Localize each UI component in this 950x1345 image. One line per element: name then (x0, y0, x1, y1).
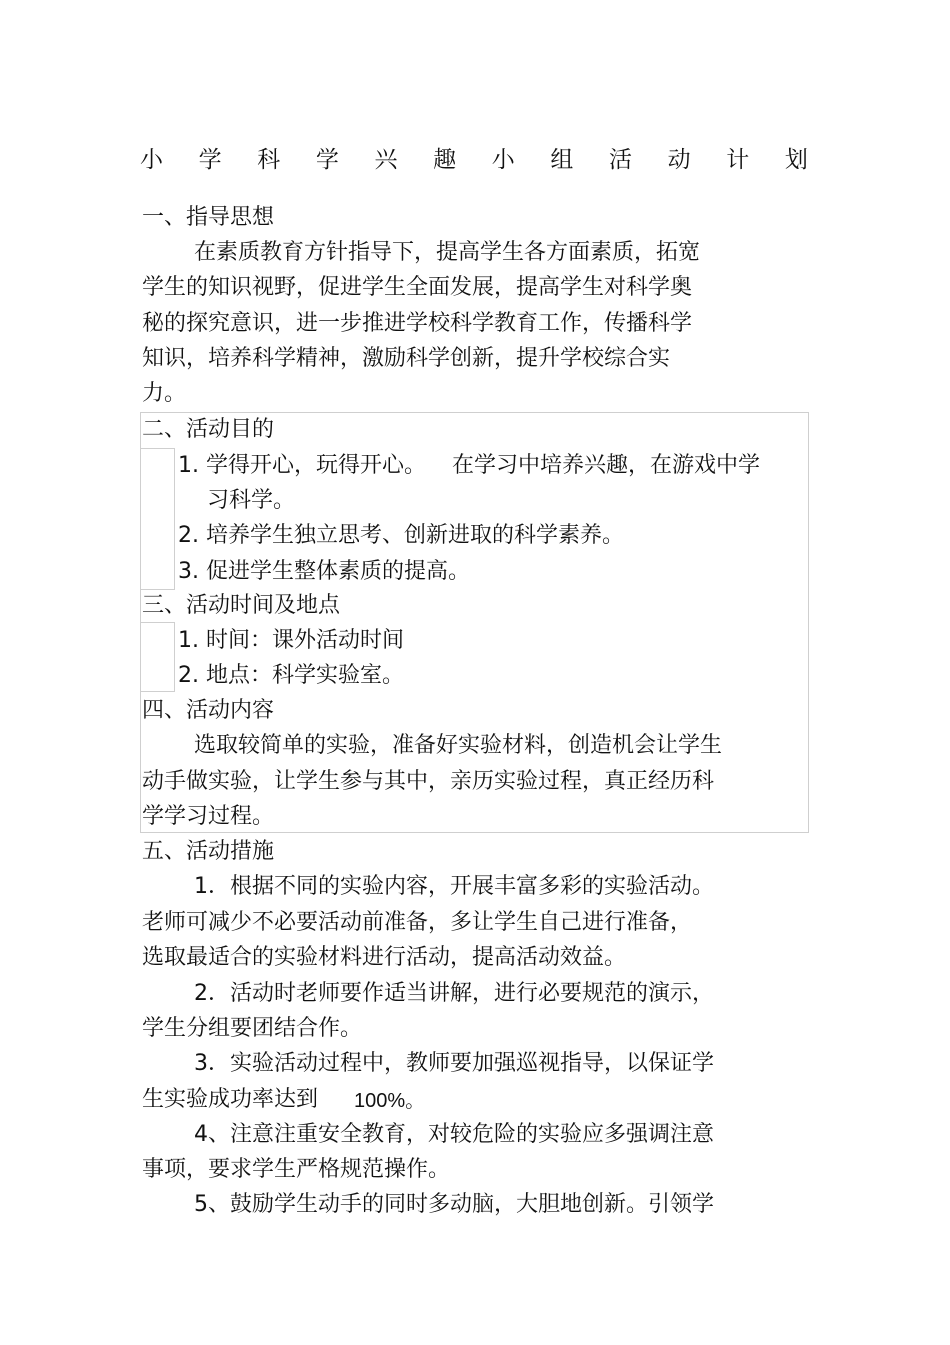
paragraph-line: 在素质教育方针指导下，提高学生各方面素质，拓宽 (194, 240, 701, 265)
paragraph-line: 学生的知识视野，促进学生全面发展，提高学生对科学奥 (142, 275, 693, 300)
paragraph-line: 知识，培养科学精神，激励科学创新，提升学校综合实 (142, 346, 671, 371)
title-char: 小 (491, 147, 515, 173)
title-char: 学 (198, 147, 222, 173)
paragraph-line: 选取最适合的实验材料进行活动，提高活动效益。 (142, 945, 627, 970)
title-char: 计 (726, 147, 750, 173)
paragraph-line: 秘的探究意识，进一步推进学校科学教育工作，传播科学 (142, 311, 693, 336)
list-item: 1. 时间：课外活动时间 (178, 628, 404, 653)
list-item-continuation: 习科学。 (207, 488, 296, 513)
list-item: 2. 地点：科学实验室。 (178, 663, 404, 688)
title-char: 划 (784, 147, 808, 173)
section-heading: 四、活动内容 (142, 698, 275, 723)
paragraph-line: 学学习过程。 (142, 804, 275, 829)
title-char: 活 (609, 147, 632, 173)
title-char: 动 (667, 147, 691, 173)
paragraph-line: 事项，要求学生严格规范操作。 (142, 1157, 451, 1182)
title-char: 组 (550, 147, 574, 173)
section-heading: 三、活动时间及地点 (142, 593, 341, 618)
paragraph-line: 选取较简单的实验，准备好实验材料，创造机会让学生 (194, 733, 723, 758)
page-title (140, 146, 808, 174)
section-heading: 二、活动目的 (142, 417, 275, 442)
title-char: 学 (315, 147, 339, 173)
list-item: 2. 培养学生独立思考、创新进取的科学素养。 (178, 523, 624, 548)
title-char: 小 (140, 147, 163, 173)
percentage-value: 100%。 (354, 1090, 426, 1112)
list-item: 3. 促进学生整体素质的提高。 (178, 559, 470, 584)
paragraph-line: 力。 (142, 381, 187, 406)
title-char: 科 (257, 147, 281, 173)
title-char: 趣 (433, 147, 457, 173)
frame-box-section2-list (140, 448, 175, 590)
paragraph-line: 5、鼓励学生动手的同时多动脑，大胆地创新。引领学 (194, 1192, 714, 1217)
list-item: 1. 学得开心，玩得开心。 (178, 453, 426, 478)
section-heading: 五、活动措施 (142, 839, 275, 864)
paragraph-line: 1．根据不同的实验内容，开展丰富多彩的实验活动。 (194, 874, 714, 899)
paragraph-line: 老师可减少不必要活动前准备，多让学生自己进行准备， (142, 910, 693, 935)
paragraph-line: 生实验成功率达到 (142, 1087, 319, 1112)
list-item-continuation: 在学习中培养兴趣，在游戏中学 (452, 453, 761, 478)
paragraph-line: 4、注意注重安全教育，对较危险的实验应多强调注意 (194, 1122, 714, 1147)
paragraph-line: 3．实验活动过程中，教师要加强巡视指导，以保证学 (194, 1051, 714, 1076)
paragraph-line: 2．活动时老师要作适当讲解，进行必要规范的演示， (194, 981, 714, 1006)
paragraph-line: 学生分组要团结合作。 (142, 1016, 363, 1041)
frame-box-section3-list (140, 622, 175, 692)
paragraph-line: 动手做实验，让学生参与其中，亲历实验过程，真正经历科 (142, 769, 715, 794)
section-heading: 一、指导思想 (142, 205, 275, 230)
title-char: 兴 (374, 147, 398, 173)
